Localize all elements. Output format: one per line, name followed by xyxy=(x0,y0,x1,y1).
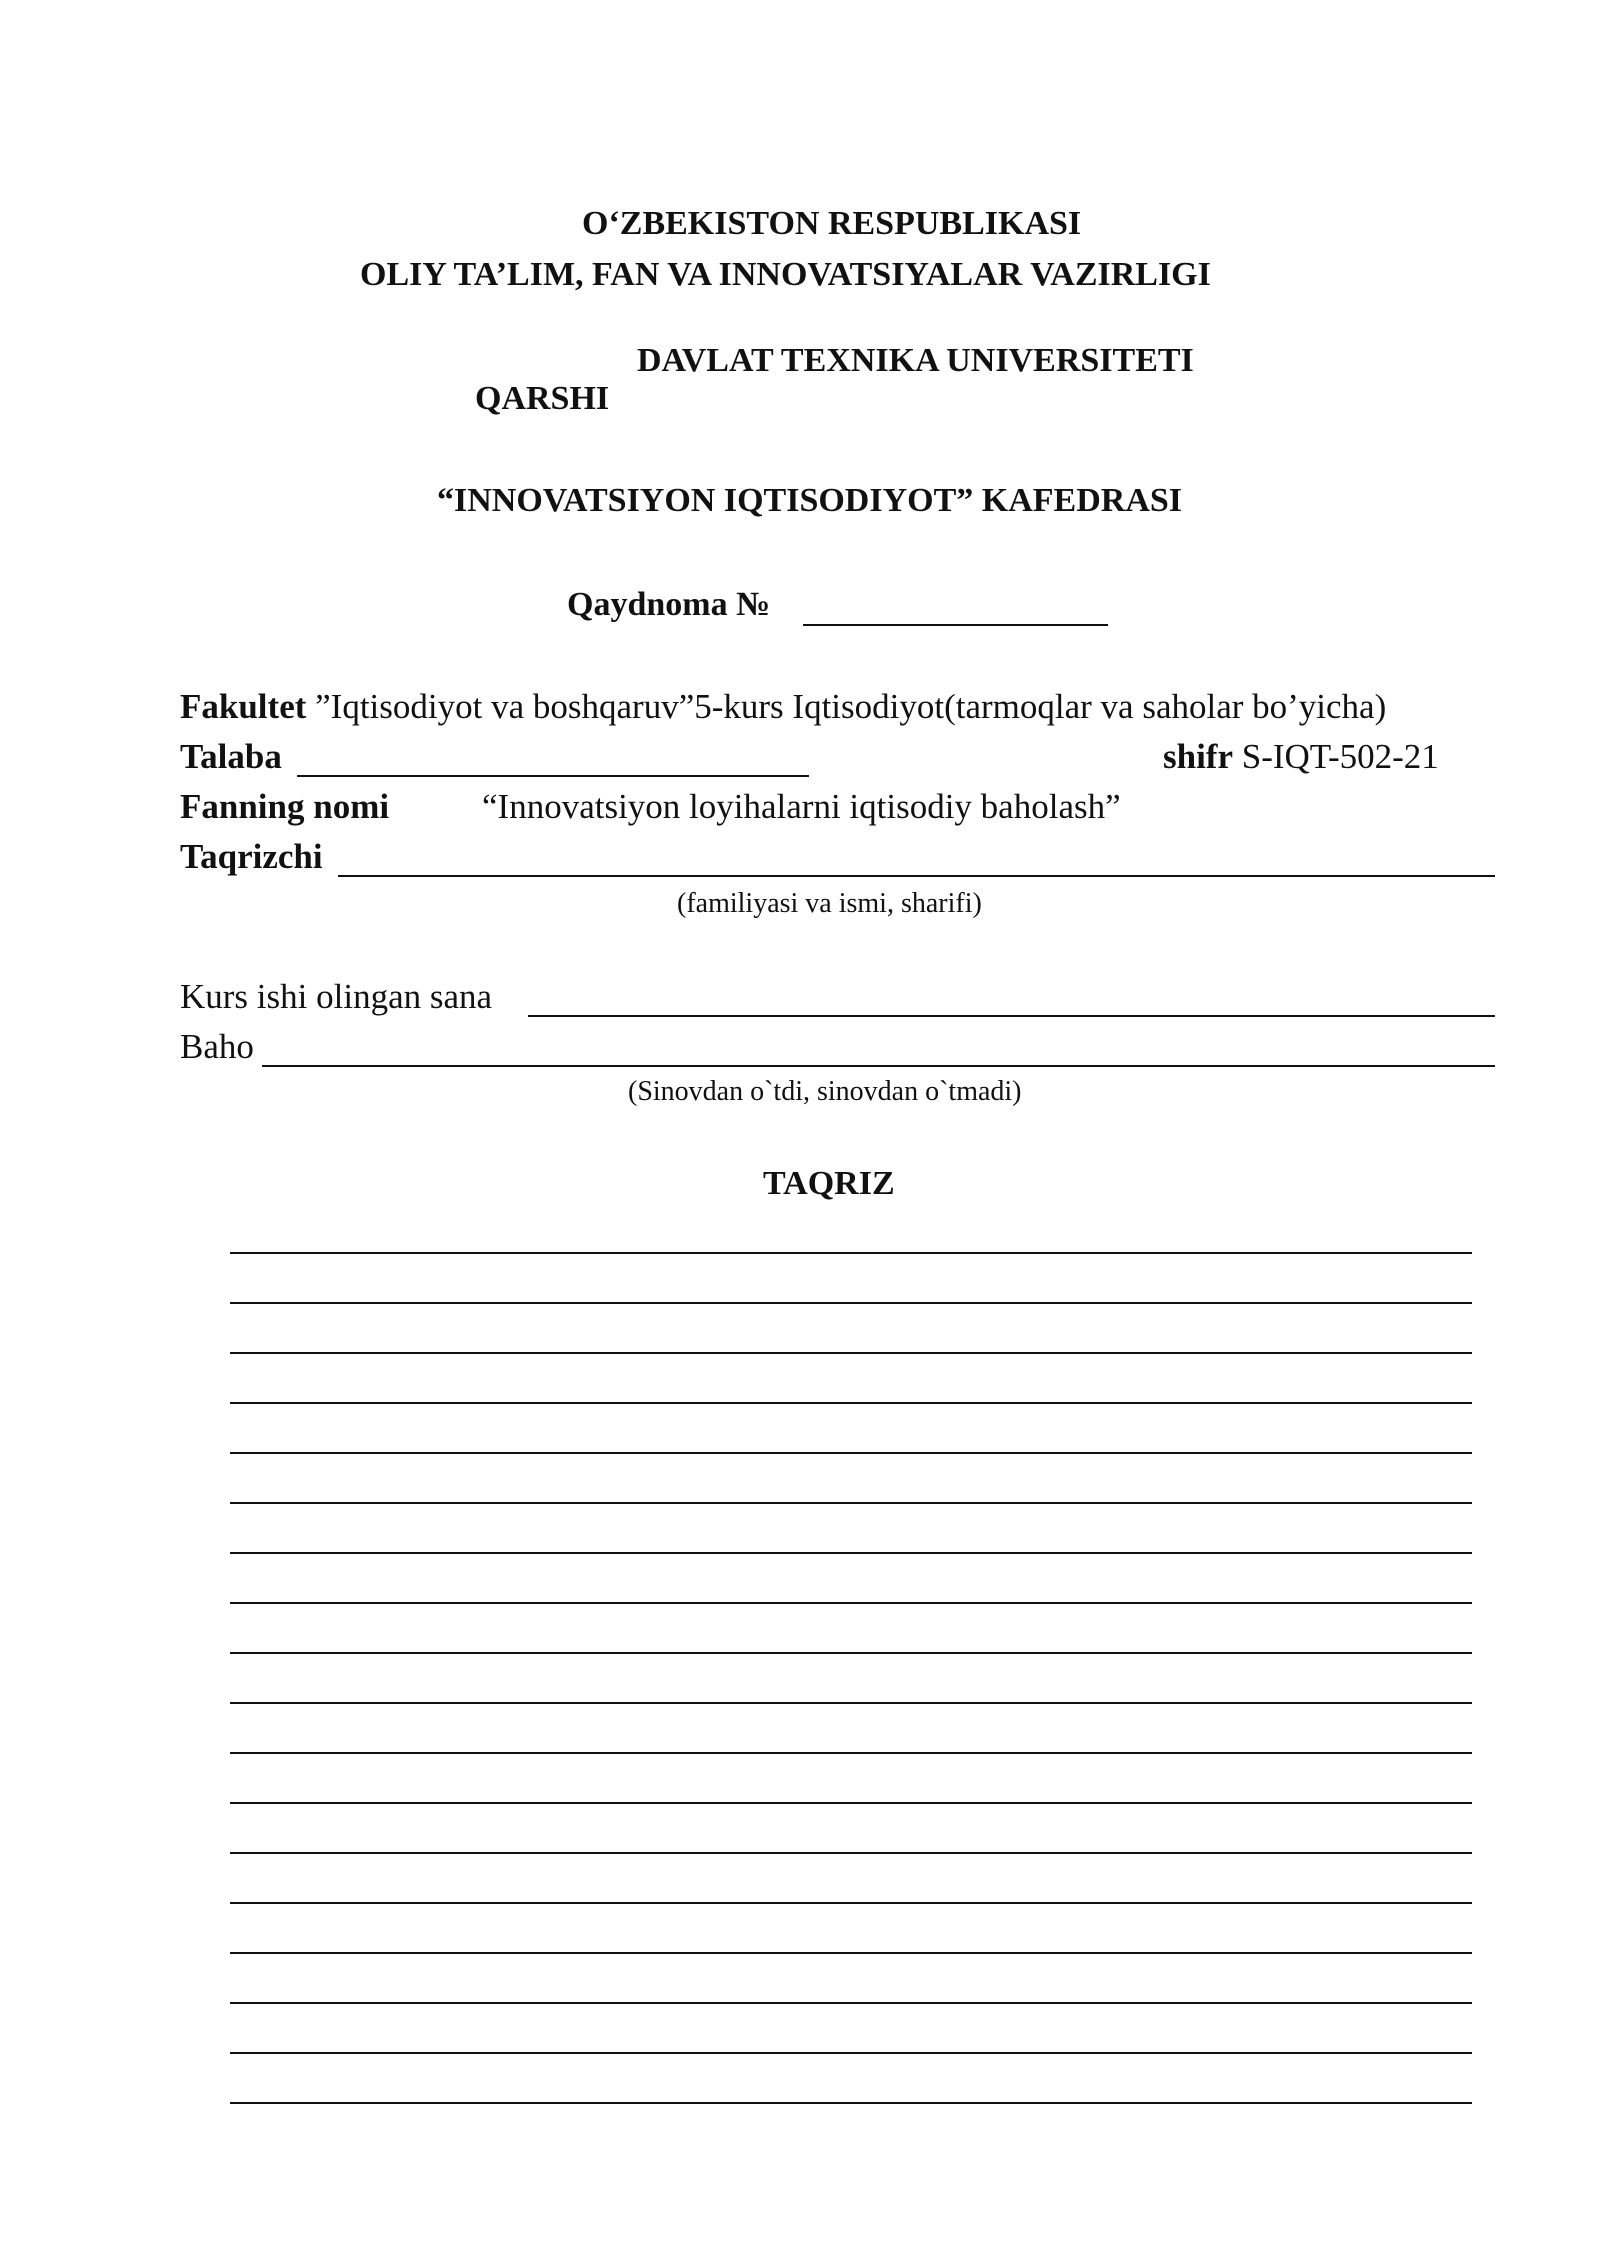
qaydnoma-number-field[interactable] xyxy=(803,624,1108,626)
shifr-label: shifr xyxy=(1163,737,1233,776)
review-line[interactable] xyxy=(230,1552,1472,1554)
review-line[interactable] xyxy=(230,1802,1472,1804)
review-line[interactable] xyxy=(230,1902,1472,1904)
review-line[interactable] xyxy=(230,1452,1472,1454)
university-heading-part1: DAVLAT TEXNIKA UNIVERSITETI xyxy=(637,342,1194,379)
review-line[interactable] xyxy=(230,1752,1472,1754)
talaba-name-field[interactable] xyxy=(297,775,809,777)
review-line[interactable] xyxy=(230,2002,1472,2004)
review-line[interactable] xyxy=(230,1402,1472,1404)
taqrizchi-caption: (familiyasi va ismi, sharifi) xyxy=(677,888,982,919)
review-line[interactable] xyxy=(230,1302,1472,1304)
sana-date-field[interactable] xyxy=(528,1015,1495,1017)
country-heading: O‘ZBEKISTON RESPUBLIKASI xyxy=(582,205,1082,242)
ministry-heading: OLIY TA’LIM, FAN VA INNOVATSIYALAR VAZIRLIGI xyxy=(360,256,1211,293)
university-heading-part2: QARSHI xyxy=(475,380,610,417)
baho-label: Baho xyxy=(180,1027,254,1066)
review-line[interactable] xyxy=(230,2052,1472,2054)
sana-label: Kurs ishi olingan sana xyxy=(180,977,493,1016)
review-line[interactable] xyxy=(230,1652,1472,1654)
taqrizchi-label: Taqrizchi xyxy=(180,837,323,876)
review-line[interactable] xyxy=(230,2102,1472,2104)
fan-value: “Innovatsiyon loyihalarni iqtisodiy baholash” xyxy=(482,787,1121,826)
talaba-label: Talaba xyxy=(180,737,282,776)
review-line[interactable] xyxy=(230,1252,1472,1254)
review-line[interactable] xyxy=(230,1952,1472,1954)
baho-grade-field[interactable] xyxy=(262,1065,1495,1067)
shifr-row xyxy=(1163,737,1439,777)
fan-label: Fanning nomi xyxy=(180,787,390,826)
department-heading: “INNOVATSIYON IQTISODIYOT” KAFEDRASI xyxy=(437,482,1183,519)
review-line[interactable] xyxy=(230,1602,1472,1604)
fakultet-label: Fakultet xyxy=(180,687,307,726)
shifr-value: S-IQT-502-21 xyxy=(1233,737,1439,776)
review-line[interactable] xyxy=(230,1852,1472,1854)
taqrizchi-name-field[interactable] xyxy=(338,875,1495,877)
fakultet-row xyxy=(180,687,1386,727)
fakultet-value: ”Iqtisodiyot va boshqaruv”5-kurs Iqtisodiyot(tarmoqlar va saholar bo’yicha) xyxy=(306,687,1387,726)
qaydnoma-label: Qaydnoma № xyxy=(567,586,771,623)
baho-caption: (Sinovdan o`tdi, sinovdan o`tmadi) xyxy=(628,1076,1022,1107)
review-line[interactable] xyxy=(230,1352,1472,1354)
review-line[interactable] xyxy=(230,1502,1472,1504)
review-line[interactable] xyxy=(230,1702,1472,1704)
review-title: TAQRIZ xyxy=(763,1165,895,1202)
